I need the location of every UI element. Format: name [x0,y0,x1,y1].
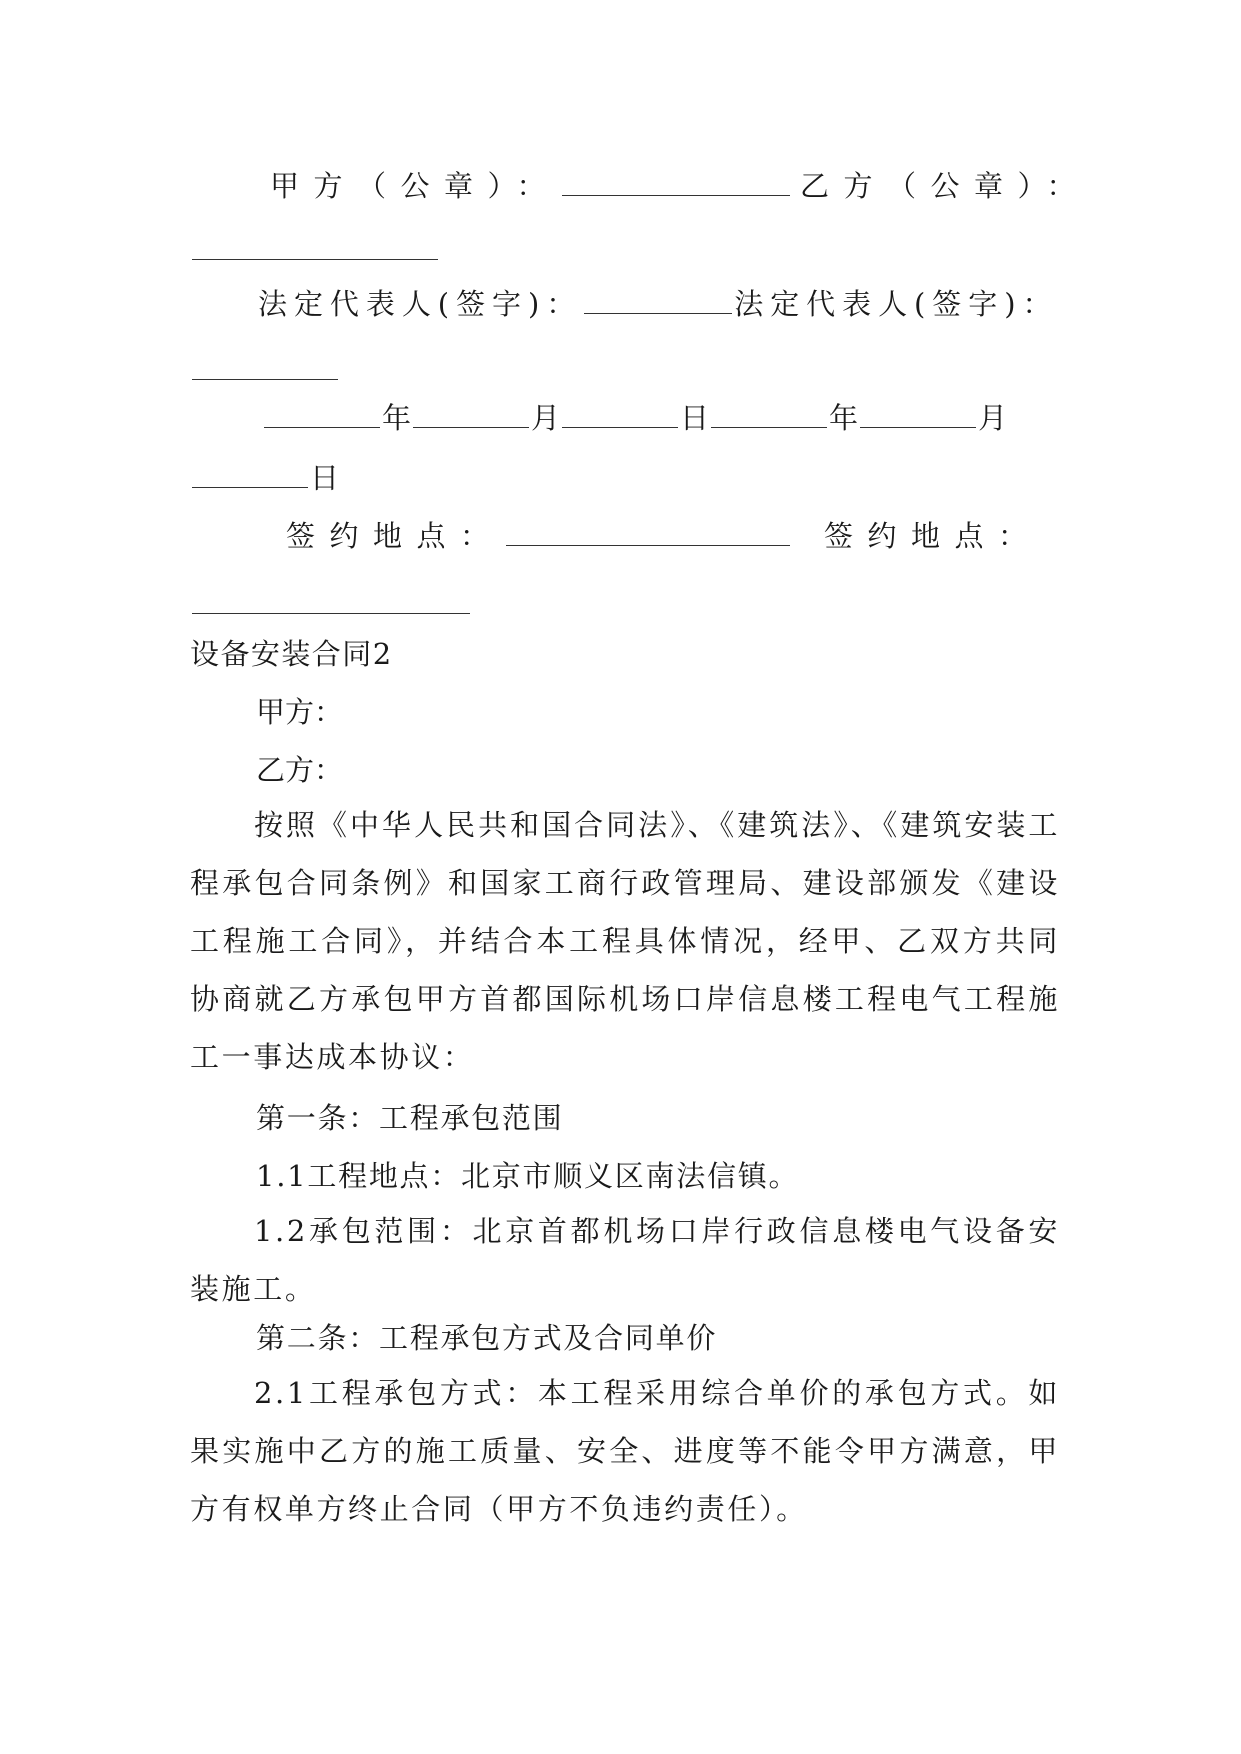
article-1-title: 第一条：工程承包范围 [256,1101,564,1135]
month-a-label: 月 [531,401,561,435]
place-a-label: 签约地点： [286,519,504,553]
month-b-label: 月 [978,401,1008,435]
rep-b-blank-line [190,350,340,390]
date-day-line [190,458,339,498]
party-b-label: 乙方： [256,753,344,787]
contract-title: 设备安装合同2 [190,637,393,671]
month-a-blank [413,403,529,428]
place-b-blank [192,589,470,614]
place-b-line [824,516,1042,556]
day-a-label: 日 [680,401,710,435]
rep-a-blank [584,289,732,314]
article-1-2: 1.2承包范围：北京首都机场口岸行政信息楼电气设备安装施工。 [190,1214,1060,1306]
preamble-paragraph: 按照《中华人民共和国合同法》、《建筑法》、《建筑安装工程承包合同条例》和国家工商行政管理局、建设部颁发《建设工程施工合同》，并结合本工程具体情况，经甲、乙双方共同协商就乙方承包甲方首都国际机场口岸信息楼工程电气工程施工一事达成本协议： [190,808,1060,1074]
date-line [262,398,1007,438]
place-b-label: 签约地点： [824,519,1042,553]
day-a-blank [562,403,678,428]
party-b-seal-blank-line [190,230,440,270]
article-2-title: 第二条：工程承包方式及合同单价 [256,1321,718,1355]
year-b-blank [711,403,827,428]
day-b-blank [192,463,308,488]
year-b-label: 年 [829,401,859,435]
article-2-1: 2.1工程承包方式：本工程采用综合单价的承包方式。如果实施中乙方的施工质量、安全、进度等不能令甲方满意，甲方有权单方终止合同（甲方不负违约责任）。 [190,1376,1060,1526]
place-a-line [286,516,792,556]
place-a-blank [506,521,790,546]
rep-a-label: 法定代表人(签字)： [258,287,583,321]
party-b-seal-label: 乙方（公章）： [800,169,1091,203]
article-1-1: 1.1工程地点：北京市顺义区南法信镇。 [256,1159,800,1193]
year-a-label: 年 [382,401,412,435]
party-a-seal-label: 甲方（公章）： [270,169,561,203]
month-b-blank [860,403,976,428]
rep-line [258,284,1058,324]
party-a-seal-blank [562,171,790,196]
rep-b-label: 法定代表人(签字)： [734,287,1059,321]
year-a-blank [264,403,380,428]
party-b-seal-blank [192,235,438,260]
rep-b-blank [192,355,338,380]
place-b-blank-line [190,584,472,624]
day-b-label: 日 [310,461,340,495]
party-b-seal-line [800,166,1090,206]
party-a-label: 甲方： [256,695,344,729]
seal-line [270,166,792,206]
